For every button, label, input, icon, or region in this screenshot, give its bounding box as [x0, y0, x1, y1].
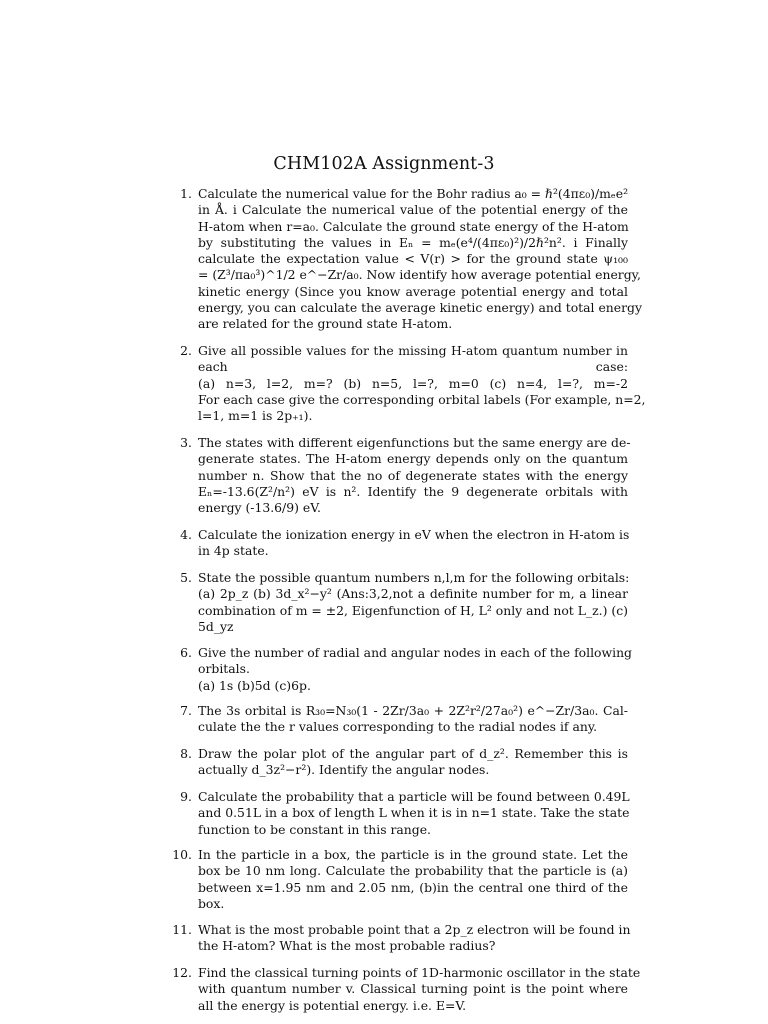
question-item — [172, 570, 628, 635]
question-text — [198, 527, 628, 560]
question-line: Draw the polar plot of the angular part of d_z². Remember this is — [198, 746, 628, 761]
question-line: energy, you can calculate the average kinetic energy) and total energy — [198, 300, 642, 316]
question-line: = (Z³/πa₀³)^1/2 e^−Zr/a₀. Now identify how average potential energy, — [198, 267, 641, 283]
question-line: energy (-13.6/9) eV. — [198, 500, 321, 516]
question-line: orbitals. — [198, 661, 250, 677]
question-number: 6. — [180, 645, 192, 660]
question-text — [198, 645, 632, 694]
question-number: 11. — [172, 922, 192, 937]
question-line: the H-atom? What is the most probable radius? — [198, 938, 496, 954]
question-line: H-atom when r=a₀. Calculate the ground state energy of the H-atom — [198, 218, 629, 234]
question-line: box. — [198, 895, 225, 911]
question-line: (a) 1s (b)5d (c)6p. — [198, 677, 311, 693]
question-number: 1. — [180, 186, 192, 201]
question-number: 9. — [180, 789, 192, 804]
question-line: in Å. i Calculate the numerical value of the potential energy of the — [198, 202, 628, 218]
question-item — [172, 527, 628, 560]
question-item — [172, 703, 628, 736]
question-line: The states with different eigenfunctions but the same energy are de- — [198, 435, 631, 450]
question-line: number n. Show that the no of degenerate states with the energy — [198, 467, 628, 483]
question-line: Calculate the ionization energy in eV when the electron in H-atom is — [198, 527, 630, 542]
question-line: The 3s orbital is R₃₀=N₃₀(1 - 2Zr/3a₀ + 2Z²r²/27a₀²) e^−Zr/3a₀. Cal- — [198, 703, 628, 718]
question-item — [172, 922, 631, 955]
question-item — [172, 789, 628, 838]
question-line: all the energy is potential energy. i.e. E=V. — [198, 997, 467, 1013]
question-text — [198, 703, 628, 736]
question-number: 4. — [180, 527, 192, 542]
question-line: l=1, m=1 is 2p₊₁). — [198, 408, 313, 424]
question-text — [198, 343, 646, 424]
question-text — [198, 435, 631, 516]
question-item — [172, 965, 641, 1014]
question-line: actually d_3z²−r²). Identify the angular nodes. — [198, 762, 490, 778]
question-text — [198, 570, 628, 635]
question-line: Eₙ=-13.6(Z²/n²) eV is n². Identify the 9 degenerate orbitals with — [198, 483, 628, 499]
question-line: and 0.51L in a box of length L when it is in n=1 state. Take the state — [198, 805, 630, 821]
question-line: are related for the ground state H-atom. — [198, 316, 453, 332]
question-line: function to be constant in this range. — [198, 821, 431, 837]
question-item — [172, 847, 628, 912]
question-line: generate states. The H-atom energy depends only on the quantum — [198, 451, 628, 467]
question-number: 5. — [180, 570, 192, 585]
question-line: In the particle in a box, the particle is in the ground state. Let the — [198, 847, 628, 862]
question-item — [172, 435, 631, 516]
question-line: (a) 2p_z (b) 3d_x²−y² (Ans:3,2,not a definite number for m, a linear — [198, 586, 628, 602]
question-number: 12. — [172, 965, 192, 980]
question-line: by substituting the values in Eₙ = mₑ(e⁴/(4πε₀)²)/2ℏ²n². i Finally — [198, 234, 628, 250]
question-line: State the possible quantum numbers n,l,m for the following orbitals: — [198, 570, 630, 585]
question-line: Find the classical turning points of 1D-harmonic oscillator in the state — [198, 965, 641, 980]
question-line: between x=1.95 nm and 2.05 nm, (b)in the central one third of the — [198, 879, 628, 895]
question-line: box be 10 nm long. Calculate the probability that the particle is (a) — [198, 863, 628, 879]
question-text — [198, 789, 628, 838]
question-number: 7. — [180, 703, 192, 718]
question-item — [172, 645, 632, 694]
question-text — [198, 186, 642, 333]
question-item — [172, 343, 646, 424]
question-line: each case: — [198, 359, 628, 375]
question-line: kinetic energy (Since you know average potential energy and total — [198, 283, 628, 299]
question-number: 3. — [180, 435, 192, 450]
question-text — [198, 922, 631, 955]
question-line: calculate the expectation value < V(r) > for the ground state ψ₁₀₀ — [198, 251, 628, 267]
question-line: Calculate the probability that a particle will be found between 0.49L — [198, 789, 630, 804]
question-item — [172, 186, 642, 333]
question-line: with quantum number v. Classical turning point is the point where — [198, 981, 628, 997]
question-line: What is the most probable point that a 2p_z electron will be found in — [198, 922, 631, 937]
question-number: 10. — [172, 847, 192, 862]
question-line: Give the number of radial and angular nodes in each of the following — [198, 645, 632, 660]
question-line: combination of m = ±2, Eigenfunction of H, L² only and not L_z.) (c) — [198, 602, 628, 618]
question-text — [198, 847, 628, 912]
question-text — [198, 746, 628, 779]
question-line: Calculate the numerical value for the Bohr radius a₀ = ℏ²(4πε₀)/mₑe² — [198, 186, 629, 201]
question-line: For each case give the corresponding orbital labels (For example, n=2, — [198, 391, 646, 407]
question-line: culate the the r values corresponding to the radial nodes if any. — [198, 719, 598, 735]
question-line: Give all possible values for the missing H-atom quantum number in — [198, 343, 628, 358]
question-line: in 4p state. — [198, 543, 269, 559]
question-line: (a) n=3, l=2, m=? (b) n=5, l=?, m=0 (c) n=4, l=?, m=-2 — [198, 375, 628, 391]
question-text — [198, 965, 641, 1014]
question-number: 2. — [180, 343, 192, 358]
question-item — [172, 746, 628, 779]
question-number: 8. — [180, 746, 192, 761]
question-line: 5d_yz — [198, 618, 234, 634]
page-title: CHM102A Assignment-3 — [273, 154, 495, 174]
